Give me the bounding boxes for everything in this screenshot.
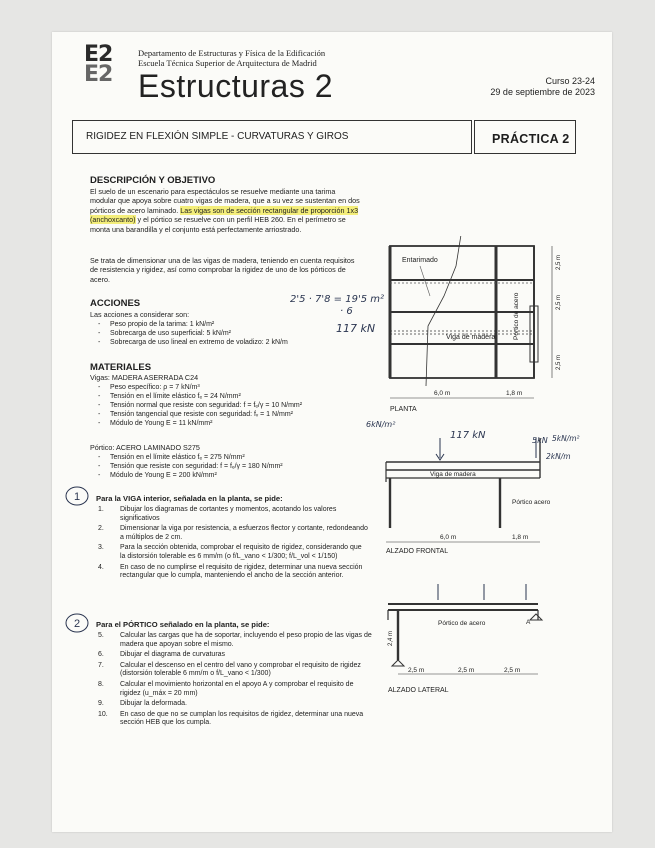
plan-cantilever: 1,8 m bbox=[506, 390, 523, 397]
beam-tasks-list bbox=[96, 506, 368, 583]
side-caption: ALZADO LATERAL bbox=[388, 687, 449, 694]
svg-text:1: 1 bbox=[74, 491, 81, 503]
department-name: Departamento de Estructuras y Física de la Edificación bbox=[138, 48, 326, 58]
steel-title: Pórtico: ACERO LAMINADO S275 bbox=[90, 443, 200, 452]
list-item: - Tensión en el límite elástico fₑ = 24 N/mm² bbox=[90, 392, 302, 401]
plan-dim-3: 2,5 m bbox=[556, 354, 562, 370]
plan-dim-2: 2,5 m bbox=[556, 294, 562, 310]
list-item: 8. Calcular el movimiento horizontal en el apoyo A y comprobar el requisito de rigidez (u_máx = 20 mm) bbox=[98, 680, 354, 697]
hand-calc-result: 117 kN bbox=[336, 322, 376, 335]
hand-load-r2: 5kN/m² bbox=[552, 434, 580, 443]
front-span: 6,0 m bbox=[440, 534, 457, 541]
beam-tasks-heading: Para la VIGA interior, señalada en la planta, se pide: bbox=[96, 494, 283, 503]
hand-load-r1: 5kN bbox=[532, 436, 548, 445]
school-name: Escuela Técnica Superior de Arquitectura de Madrid bbox=[138, 58, 317, 68]
list-item: - Tensión normal que resiste con seguridad: f = fₑ/γ = 10 N/mm² bbox=[90, 401, 302, 410]
circle-mark-2 bbox=[64, 612, 90, 634]
list-item: 5. Calcular las cargas que ha de soportar, incluyendo el peso propio de las vigas de madera que apoyan sobre el mismo. bbox=[98, 632, 372, 648]
plan-label-frame: Pórtico de acero bbox=[513, 292, 520, 340]
list-item: - Tensión tangencial que resiste con seguridad: fᵥ = 1 N/mm² bbox=[90, 410, 302, 419]
plan-caption: PLANTA bbox=[390, 406, 417, 413]
circle-mark-1 bbox=[64, 485, 90, 507]
frame-tasks-heading: Para el PÓRTICO señalado en la planta, se pide: bbox=[96, 620, 270, 629]
actions-heading: ACCIONES bbox=[90, 298, 141, 309]
list-item: 4. En caso de no cumplirse el requisito de rigidez, determinar una nueva sección rectangular que lo cumpla, manteniendo el ancho de la sección anterior. bbox=[98, 563, 363, 580]
list-item: - Tensión que resiste con seguridad: f = fₑ/γ = 180 N/mm² bbox=[90, 462, 283, 471]
practice-label: PRÁCTICA 2 bbox=[492, 132, 570, 146]
list-item: - Sobrecarga de uso superficial: 5 kN/m² bbox=[90, 329, 288, 338]
side-dim-3: 2,5 m bbox=[504, 667, 521, 674]
hand-load-left: 6kN/m² bbox=[366, 420, 396, 429]
plan-drawing bbox=[380, 236, 580, 414]
front-caption: ALZADO FRONTAL bbox=[386, 548, 449, 555]
front-label-beam: Viga de madera bbox=[430, 471, 476, 478]
course-title: Estructuras 2 bbox=[138, 68, 334, 104]
list-item: 6. Dibujar el diagrama de curvaturas bbox=[98, 651, 226, 659]
list-item: 3. Para la sección obtenida, comprobar el requisito de rigidez, considerando que la distorsión tolerable es 6 mm/m (o f/L_vano < 1/300; f/L_vol < 1/150) bbox=[98, 544, 362, 560]
list-item: - Módulo de Young E = 11 kN/mm² bbox=[90, 419, 302, 428]
plan-span: 6,0 m bbox=[434, 390, 451, 397]
hand-calc-area: 2'5 · 7'8 = 19'5 m² bbox=[290, 294, 384, 305]
side-label-frame: Pórtico de acero bbox=[438, 620, 486, 627]
front-label-frame: Pórtico acero bbox=[512, 499, 551, 506]
list-item: 2. Dimensionar la viga por resistencia, a esfuerzos flector y cortante, redondeando a múltiplos de 2 cm. bbox=[98, 525, 368, 541]
side-height: 2,4 m bbox=[388, 630, 394, 646]
materials-heading: MATERIALES bbox=[90, 362, 152, 373]
plan-dim-1: 2,5 m bbox=[556, 254, 562, 270]
svg-text:2: 2 bbox=[74, 618, 81, 630]
objective-text: Se trata de dimensionar una de las vigas de madera, teniendo en cuenta requisitos de resistencia y rigidez, así como comprobar la rigidez de uno de los pórticos de acero. bbox=[90, 256, 355, 284]
plan-label-deck: Entarimado bbox=[402, 257, 438, 264]
actions-list bbox=[90, 320, 288, 347]
side-support-A: A bbox=[526, 619, 531, 626]
plan-label-beam: Viga de madera bbox=[446, 334, 496, 341]
hand-load-r3: 2kN/m bbox=[546, 452, 571, 461]
list-item: - Módulo de Young E = 200 kN/mm² bbox=[90, 471, 283, 480]
actions-intro: Las acciones a considerar son: bbox=[90, 310, 190, 319]
course-date: Curso 23-24 29 de septiembre de 2023 bbox=[490, 76, 595, 97]
front-cantilever: 1,8 m bbox=[512, 534, 529, 541]
list-item: 7. Calcular el descenso en el centro del vano y comprobar el requisito de rigidez (distorsión tolerable 6 mm/m o f/L_vano < 1/300) bbox=[98, 661, 361, 678]
school-logo: E2 E2 bbox=[84, 42, 113, 87]
hand-load-mid: 117 kN bbox=[450, 430, 486, 441]
list-item: - Sobrecarga de uso lineal en extremo de voladizo: 2 kN/m bbox=[90, 338, 288, 347]
list-item: - Peso propio de la tarima: 1 kN/m² bbox=[90, 320, 288, 329]
side-dim-1: 2,5 m bbox=[408, 667, 425, 674]
wood-properties bbox=[90, 383, 302, 428]
list-item: - Peso específico: ρ = 7 kN/m³ bbox=[90, 383, 302, 392]
topic-title: RIGIDEZ EN FLEXIÓN SIMPLE - CURVATURAS Y GIROS bbox=[86, 131, 349, 142]
hand-calc-mult: · 6 bbox=[340, 306, 353, 317]
wood-title: Vigas: MADERA ASERRADA C24 bbox=[90, 373, 199, 382]
highlighted-text: Las vigas son de sección rectangular de proporción 1x3 (anchoxcanto) bbox=[90, 205, 359, 225]
description-text: El suelo de un escenario para espectáculos se resuelve mediante una tarima modular que apoya sobre cuatro vigas de madera, que a su vez se sustentan en dos pórticos de acero laminado. Las vigas son de sección rectangular de proporción 1x3 (anchoxcanto) y el pórtico se resuelve con un perfil HEB 260. En el perímetro se monta una barandilla y el conjunto está perfectamente arriostrado. bbox=[90, 187, 360, 234]
list-item: 10. En caso de que no se cumplan los requisitos de rigidez, determinar una nueva sección HEB que los cumpla. bbox=[98, 710, 364, 727]
department-info bbox=[138, 48, 325, 68]
list-item: - Tensión en el límite elástico fₑ = 275 N/mm² bbox=[90, 453, 283, 462]
side-dim-2: 2,5 m bbox=[458, 667, 475, 674]
description-heading: DESCRIPCIÓN Y OBJETIVO bbox=[90, 175, 216, 186]
steel-properties bbox=[90, 453, 283, 480]
list-item: 1. Dibujar los diagramas de cortantes y momentos, acotando los valores significativos bbox=[98, 506, 337, 522]
list-item: 9. Dibujar la deformada. bbox=[98, 700, 187, 708]
frame-tasks-list bbox=[96, 632, 376, 730]
side-elevation bbox=[380, 580, 550, 700]
